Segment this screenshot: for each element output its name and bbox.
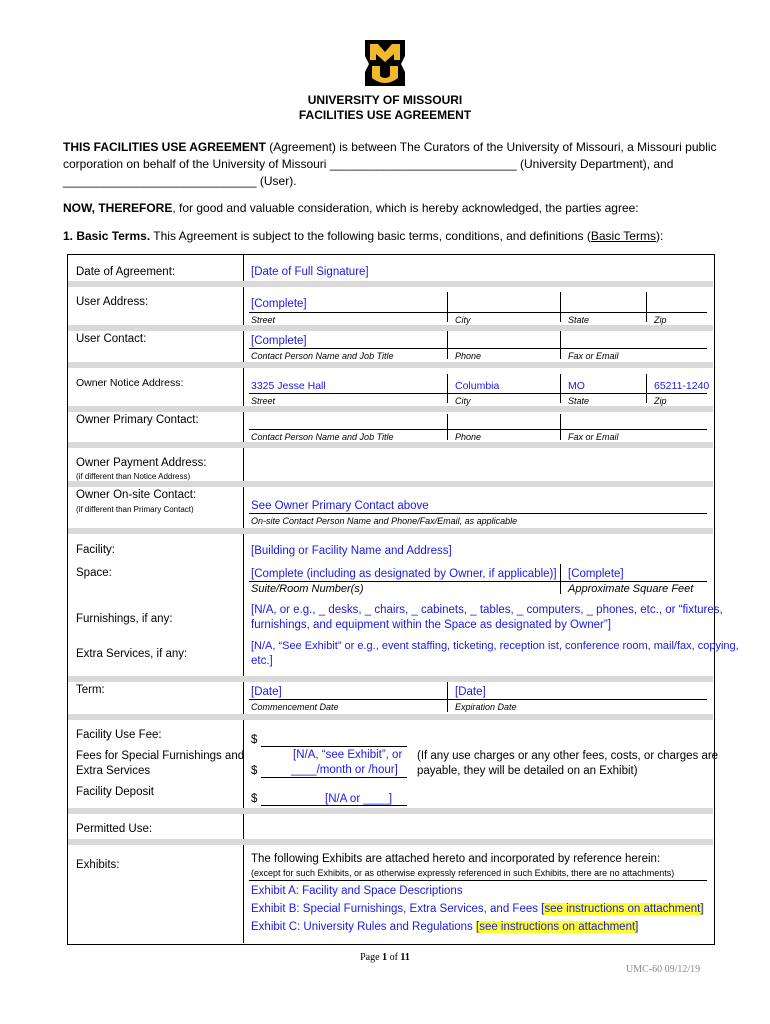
- owner-onsite-value: See Owner Primary Contact above: [251, 500, 429, 512]
- page-current: 1: [382, 952, 388, 963]
- now-therefore: [63, 200, 639, 217]
- field-divider: [646, 374, 647, 403]
- exhibit-b-note: [see instructions on attachment]: [541, 903, 704, 915]
- row-separator: [68, 406, 713, 412]
- owner-zip-value: 65211-1240: [654, 380, 710, 392]
- now-bold: NOW, THEREFORE: [63, 201, 173, 215]
- city-caption: City: [455, 315, 471, 325]
- user-address-label: User Address:: [76, 296, 149, 308]
- contact-person-caption: Contact Person Name and Job Title: [251, 432, 394, 442]
- intro-line2: corporation on behalf of the University of Missouri ____________________________ (University Department), and: [63, 157, 674, 171]
- space-sqft-value[interactable]: [Complete]: [568, 568, 624, 580]
- owner-primary-label: Owner Primary Contact:: [76, 414, 199, 426]
- field-line: [261, 777, 407, 778]
- onsite-caption: On-site Contact Person Name and Phone/Fax/Email, as applicable: [251, 516, 518, 526]
- field-line: [249, 348, 707, 349]
- sqft-caption: Approximate Square Feet: [568, 583, 694, 595]
- row-separator: [68, 808, 713, 814]
- page-of: of: [389, 952, 398, 963]
- page-prefix: Page: [360, 952, 380, 963]
- owner-street-value: 3325 Jesse Hall: [251, 380, 326, 392]
- furnishings-label: Furnishings, if any:: [76, 613, 173, 625]
- field-line: [249, 312, 707, 313]
- owner-onsite-label: Owner On-site Contact:: [76, 489, 197, 501]
- extra-services-label: Extra Services, if any:: [76, 648, 188, 660]
- facility-value[interactable]: [Building or Facility Name and Address]: [251, 545, 452, 557]
- owner-state-value: MO: [568, 380, 585, 392]
- now-rest: , for good and valuable consideration, which is hereby acknowledged, the parties agree:: [172, 201, 639, 215]
- user-contact-value[interactable]: [Complete]: [251, 335, 307, 347]
- special-fees-label-line1: Fees for Special Furnishings and: [76, 750, 245, 762]
- special-fee-value-line1[interactable]: [N/A, “see Exhibit”, or: [293, 749, 403, 761]
- exhibit-b-row: [251, 903, 704, 916]
- field-divider: [447, 414, 448, 440]
- field-divider: [646, 292, 647, 322]
- street-caption: Street: [251, 396, 276, 406]
- fax-caption: Fax or Email: [568, 432, 619, 442]
- field-line: [249, 393, 707, 394]
- user-address-value[interactable]: [Complete]: [251, 298, 307, 310]
- extra-services-value-line2[interactable]: etc.]: [251, 655, 273, 667]
- basic-end: ):: [655, 229, 664, 243]
- commencement-caption: Commencement Date: [251, 702, 339, 712]
- permitted-use-label: Permitted Use:: [76, 823, 153, 835]
- intro-line1: (Agreement) is between The Curators of the University of Missouri, a Missouri public: [265, 140, 717, 154]
- fee-note-line1: (If any use charges or any other fees, costs, or charges are: [417, 750, 719, 762]
- exhibits-sub: (except for such Exhibits, or as otherwise expressly referenced in such Exhibits, there are no attachments): [251, 868, 675, 878]
- deposit-value[interactable]: [N/A or ____]: [325, 793, 393, 805]
- contact-person-caption: Contact Person Name and Job Title: [251, 351, 394, 361]
- fee-note-line2: payable, they will be detailed on an Exhibit): [417, 765, 638, 777]
- street-caption: Street: [251, 315, 276, 325]
- expiration-caption: Expiration Date: [455, 702, 517, 712]
- facility-fee-label: Facility Use Fee:: [76, 729, 162, 741]
- exhibit-a[interactable]: Exhibit A: Facility and Space Descriptions: [251, 885, 463, 897]
- row-separator: [68, 281, 713, 287]
- field-divider: [560, 564, 561, 594]
- city-caption: City: [455, 396, 471, 406]
- fax-caption: Fax or Email: [568, 351, 619, 361]
- field-divider: [447, 292, 448, 322]
- special-fee-dollar: $: [251, 765, 258, 777]
- basic-terms-link: Basic Terms: [590, 229, 656, 243]
- row-separator: [68, 325, 713, 331]
- owner-payment-sub: (if different than Notice Address): [76, 472, 191, 481]
- owner-city-value: Columbia: [455, 380, 500, 392]
- intro-paragraph: [63, 139, 723, 190]
- extra-services-value-line1[interactable]: [N/A, “See Exhibit” or e.g., event staffing, ticketing, reception ist, conference room, mail/fax, copying,: [251, 640, 739, 652]
- term-start-value[interactable]: [Date]: [251, 686, 282, 698]
- phone-caption: Phone: [455, 432, 482, 442]
- intro-line3: _____________________________ (User).: [63, 174, 297, 188]
- special-fee-value-line2[interactable]: ____/month or /hour]: [291, 764, 398, 776]
- term-end-value[interactable]: [Date]: [455, 686, 486, 698]
- space-label: Space:: [76, 567, 112, 579]
- date-of-agreement-value[interactable]: [Date of Full Signature]: [251, 266, 369, 278]
- row-separator: [68, 528, 713, 534]
- field-line: [249, 429, 707, 430]
- university-name: UNIVERSITY OF MISSOURI: [307, 93, 463, 107]
- mu-logo-icon: [361, 38, 409, 90]
- date-of-agreement-label: Date of Agreement:: [76, 266, 176, 278]
- state-caption: State: [568, 396, 590, 406]
- owner-onsite-sub: (if different than Primary Contact): [76, 505, 194, 514]
- row-separator: [68, 714, 713, 720]
- suite-caption: Suite/Room Number(s): [251, 583, 364, 595]
- field-divider: [447, 374, 448, 403]
- state-caption: State: [568, 315, 590, 325]
- user-contact-label: User Contact:: [76, 333, 147, 345]
- exhibits-label: Exhibits:: [76, 859, 120, 871]
- space-value[interactable]: [Complete (including as designated by Owner, if applicable)]: [251, 568, 557, 580]
- facility-label: Facility:: [76, 544, 115, 556]
- field-divider: [560, 374, 561, 403]
- field-line: [261, 805, 407, 806]
- field-line: [249, 699, 707, 700]
- basic-rest: This Agreement is subject to the following basic terms, conditions, and definitions (: [150, 229, 591, 243]
- fee-dollar: $: [251, 734, 258, 746]
- row-separator: [68, 839, 713, 845]
- intro-lead: THIS FACILITIES USE AGREEMENT: [63, 140, 266, 154]
- facility-fee-line[interactable]: [261, 746, 407, 747]
- field-divider: [560, 414, 561, 440]
- owner-notice-label: Owner Notice Address:: [76, 377, 184, 389]
- phone-caption: Phone: [455, 351, 482, 361]
- field-divider: [447, 331, 448, 359]
- field-line: [249, 581, 707, 582]
- deposit-label: Facility Deposit: [76, 786, 154, 798]
- exhibit-c-row: [251, 921, 638, 934]
- furnishings-value-line1[interactable]: [N/A, or e.g., _ desks, _ chairs, _ cabinets, _ tables, _ computers, _ phones, etc., or “fixtures,: [251, 604, 723, 616]
- zip-caption: Zip: [654, 315, 667, 325]
- field-line: [249, 880, 707, 881]
- special-fees-label-line2: Extra Services: [76, 765, 151, 777]
- field-divider: [560, 292, 561, 322]
- exhibit-c[interactable]: Exhibit C: University Rules and Regulations: [251, 921, 473, 933]
- zip-caption: Zip: [654, 396, 667, 406]
- exhibit-b[interactable]: Exhibit B: Special Furnishings, Extra Services, and Fees: [251, 903, 538, 915]
- deposit-dollar: $: [251, 793, 258, 805]
- furnishings-value-line2[interactable]: furnishings, and equipment within the Space as designated by Owner”]: [251, 619, 611, 631]
- field-line: [249, 513, 707, 514]
- page-total: 11: [400, 952, 410, 963]
- field-divider: [447, 682, 448, 712]
- form-code: UMC-60 09/12/19: [626, 964, 701, 975]
- exhibits-intro: The following Exhibits are attached hereto and incorporated by reference herein:: [251, 853, 661, 865]
- row-separator: [68, 676, 713, 682]
- field-divider: [560, 331, 561, 359]
- basic-num: 1. Basic Terms.: [63, 229, 151, 243]
- exhibit-c-note: [see instructions on attachment]: [476, 921, 639, 933]
- document-title: FACILITIES USE AGREEMENT: [298, 108, 472, 122]
- basic-terms-heading: [63, 228, 663, 245]
- page-number: [0, 952, 770, 963]
- term-label: Term:: [76, 684, 105, 696]
- owner-payment-label: Owner Payment Address:: [76, 457, 207, 469]
